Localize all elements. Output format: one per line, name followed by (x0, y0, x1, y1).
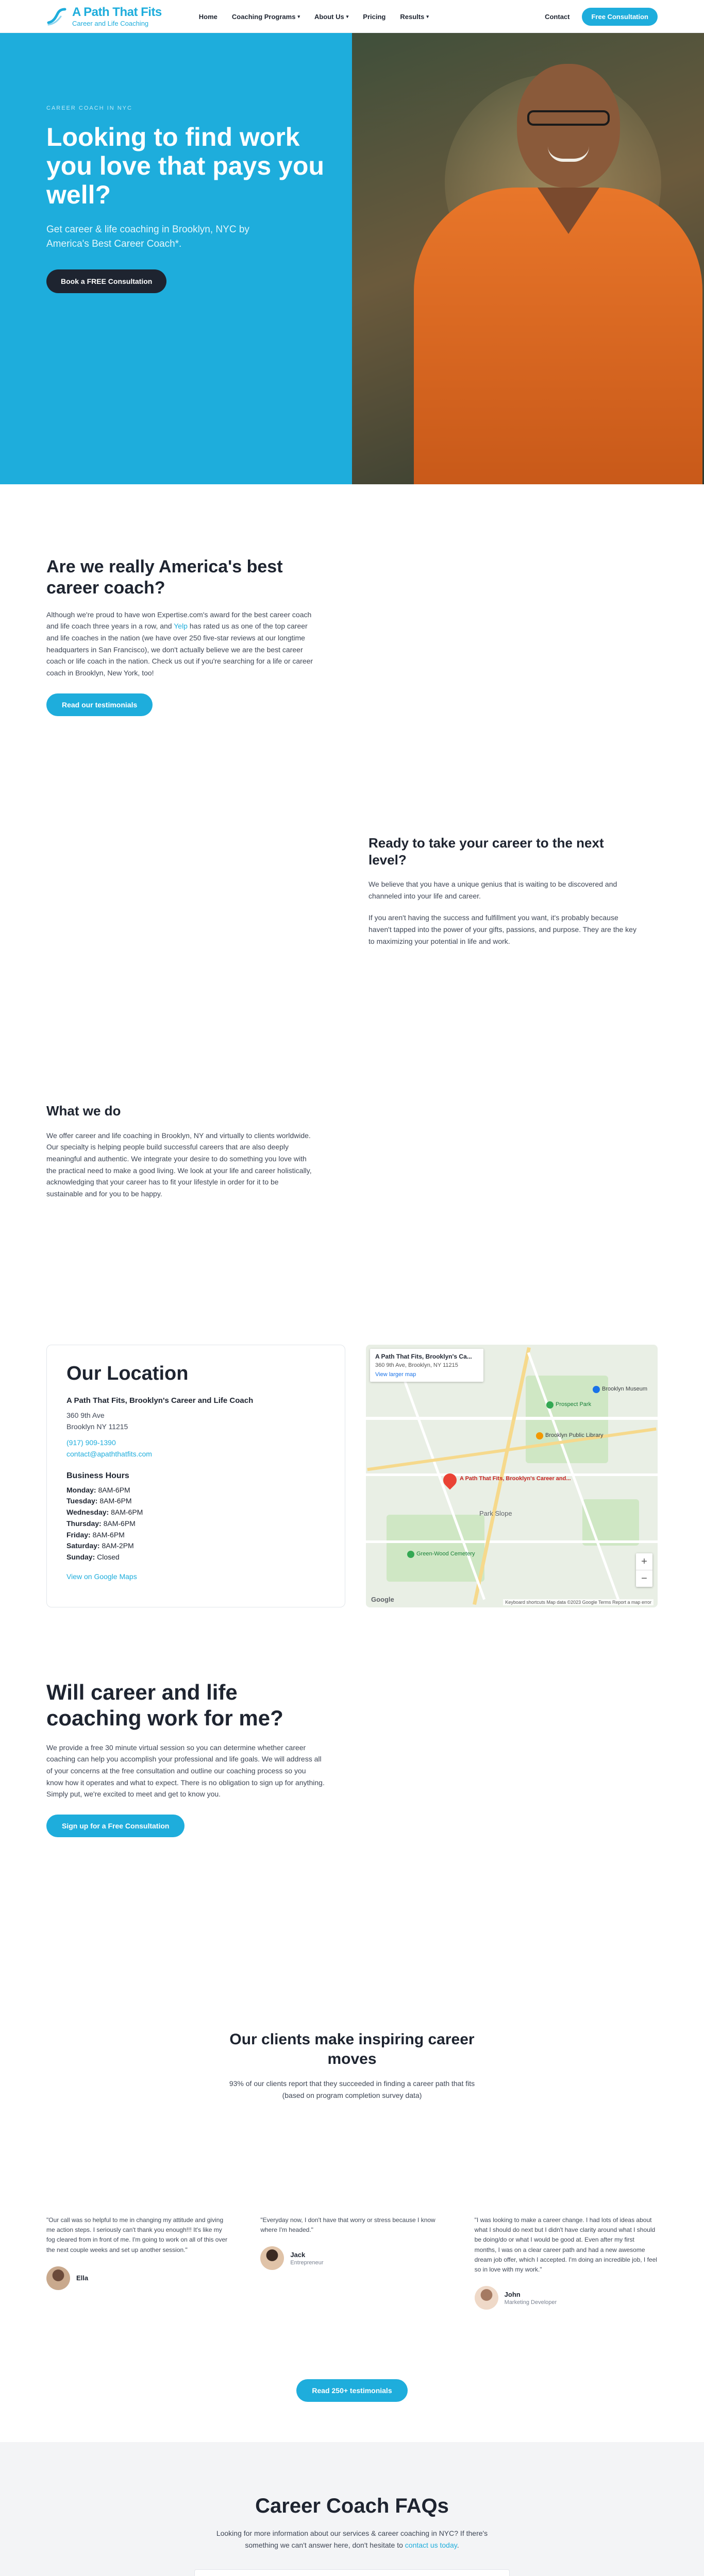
testimonial-role: Marketing Developer (504, 2299, 557, 2306)
contact-us-link[interactable]: contact us today (405, 2540, 457, 2549)
hero-subtitle: Get career & life coaching in Brooklyn, NYC by America's Best Career Coach*. (46, 224, 249, 249)
email-link[interactable]: contact@apaththatfits.com (66, 1450, 152, 1459)
what-we-do-section (0, 1061, 704, 1329)
location-section (0, 1329, 704, 1649)
chevron-down-icon: ▾ (426, 13, 429, 19)
testimonial-card (260, 2215, 443, 2310)
faq-section (0, 2442, 704, 2576)
testimonial-name: Jack (290, 2250, 306, 2259)
view-google-maps-link[interactable]: View on Google Maps (66, 1572, 137, 1581)
next-level-text-2: If you aren't having the success and fulfillment you want, it's probably because haven't tapped into the power of your gifts, passions, and purpose. They are the key to maximizing your potential in life and work. (368, 913, 636, 945)
what-we-do-text: We offer career and life coaching in Brooklyn, NY and virtually to clients worldwide. Our specialty is helping people build successful careers that are also deeply meaningful and authentic. We integrate your desire to do something you love with the practical need to make a good living. We look at your life and career holistically, acknowledging that your career has to fit your lifestyle in order for it to be sustainable and for you to be happy. (46, 1131, 312, 1198)
testimonials-section (0, 1999, 704, 2442)
cemetery-icon (407, 1551, 414, 1558)
hours-row: Thursday: 8AM-6PM (66, 1519, 136, 1528)
logo[interactable] (46, 6, 162, 27)
best-coach-text: Although we're proud to have won Expertise.com's award for the best career coach and life coach three years in a row, and Yelp has rated us as one of the top career and life coaches in the nation (we have over 250 five-star reviews at our longtime headquarters in San Francisco), we don't actually believe we are the best career coach or life coach in the nation. Check us out if you're searching for a life or career coach in Brooklyn, New York, too! (46, 610, 313, 677)
testimonial-name: John (504, 2290, 521, 2298)
museum-icon (593, 1386, 600, 1393)
testimonial-name: Ella (76, 2274, 89, 2282)
avatar (475, 2286, 498, 2310)
zoom-out-icon[interactable]: − (636, 1570, 652, 1587)
hours-row: Monday: 8AM-6PM (66, 1485, 130, 1494)
zoom-in-icon[interactable]: + (641, 1556, 647, 1567)
main-nav (199, 13, 429, 21)
faq-list (194, 2569, 510, 2576)
logo-title: A Path That Fits (72, 5, 162, 19)
hours-row: Tuesday: 8AM-6PM (66, 1497, 132, 1505)
site-header (0, 0, 704, 33)
view-larger-map-link[interactable]: View larger map (375, 1371, 416, 1378)
testimonial-card (475, 2215, 658, 2310)
next-level-text-1: We believe that you have a unique genius that is waiting to be discovered and channeled into your life and career. (368, 880, 617, 900)
read-all-testimonials-button[interactable]: Read 250+ testimonials (296, 2379, 407, 2402)
next-level-section (0, 793, 704, 1061)
hero-coach-photo (352, 33, 704, 484)
park-icon (546, 1401, 554, 1409)
testimonials-subtitle: 93% of our clients report that they succeeded in finding a career path that fits (based on program completion survey data) (229, 2079, 475, 2099)
best-coach-section (0, 484, 704, 793)
google-map[interactable]: A Path That Fits, Brooklyn's Ca... 360 9th Ave, Brooklyn, NY 11215 View larger map A Path That Fits, Brooklyn's Career and... Prospect Park Brooklyn Public Library Brooklyn Museum Green-Wood Cemetery Park Slope + − Google Keyboard shortcuts Map data ©2023 Google Terms Report a map error (366, 1345, 658, 1607)
map-zoom-controls[interactable] (636, 1553, 652, 1587)
testimonial-quote: "Our call was so helpful to me in changing my attitude and giving me action steps. I seriously can't thank you enough!!! It's like my fog cleared from in front of me. I'm going to work on all of this over the next couple weeks and set up another session." (46, 2216, 228, 2253)
testimonials-title: Our clients make inspiring career moves (229, 2031, 475, 2067)
library-icon (536, 1432, 543, 1439)
chevron-down-icon: ▾ (297, 13, 300, 19)
header-consultation-button[interactable]: Free Consultation (582, 8, 658, 26)
testimonial-quote: "I was looking to make a career change. I had lots of ideas about what I should do next but I didn't have clarity around what I should be doing/do or what I would be good at. Even after my first months, I was on a clear career path and had a new awesome dream job offer, which I accepted. I'm doing an incredible job, I feel so in love with my work." (474, 2216, 657, 2273)
faq-intro: Looking for more information about our services & career coaching in NYC? If there's something we can't answer here, don't hesitate to contact us today. (216, 2529, 488, 2549)
address: 360 9th Ave Brooklyn NY 11215 (66, 1411, 128, 1431)
avatar (46, 2266, 70, 2290)
faq-item[interactable] (194, 2569, 510, 2576)
nav-pricing[interactable]: Pricing (363, 12, 386, 21)
hours-row: Saturday: 8AM-2PM (66, 1541, 134, 1550)
nav-contact[interactable]: Contact (545, 12, 570, 21)
hours-row: Wednesday: 8AM-6PM (66, 1508, 143, 1517)
hours-row: Friday: 8AM-6PM (66, 1530, 125, 1539)
nav-home[interactable]: Home (198, 12, 217, 21)
phone-link[interactable]: (917) 909-1390 (66, 1438, 116, 1447)
business-hours-title: Business Hours (66, 1471, 129, 1480)
testimonial-card (46, 2215, 229, 2310)
avatar (260, 2246, 284, 2270)
business-name: A Path That Fits, Brooklyn's Career and Life Coach (66, 1396, 254, 1405)
hero-section (0, 33, 704, 484)
nav-results[interactable]: Results ▾ (400, 12, 429, 21)
testimonial-quote: "Everyday now, I don't have that worry or stress because I know where I'm headed." (260, 2216, 435, 2234)
what-we-do-title: What we do (46, 1103, 121, 1118)
next-level-title: Ready to take your career to the next level? (368, 835, 604, 868)
book-consultation-button[interactable]: Book a FREE Consultation (46, 269, 166, 293)
free-consultation-button[interactable]: Sign up for a Free Consultation (46, 1815, 185, 1837)
location-card (46, 1345, 345, 1607)
best-coach-title: Are we really America's best career coach? (46, 557, 283, 598)
logo-tagline: Career and Life Coaching (72, 20, 149, 27)
faq-title: Career Coach FAQs (255, 2495, 449, 2517)
map-attribution: Keyboard shortcuts Map data ©2023 Google Terms Report a map error (503, 1599, 653, 1605)
nav-about-us[interactable]: About Us ▾ (314, 12, 349, 21)
hours-row: Sunday: Closed (66, 1552, 120, 1561)
testimonial-role: Entrepreneur (290, 2259, 324, 2266)
map-info-card: A Path That Fits, Brooklyn's Ca... 360 9th Ave, Brooklyn, NY 11215 View larger map (370, 1349, 483, 1382)
hero-title: Looking to find work you love that pays you well? (46, 123, 325, 209)
will-it-work-text: We provide a free 30 minute virtual session so you can determine whether career coaching can help you accomplish your professional and life goals. We will address all of your concerns at the free consultation and outline our coaching process so you know how it operates and what to expect. There is no obligation to sign up for anything. Simply put, we're excited to meet and get to know you. (46, 1743, 325, 1799)
will-it-work-section (0, 1649, 704, 1999)
chevron-down-icon: ▾ (346, 13, 349, 19)
google-logo: Google (371, 1596, 394, 1603)
yelp-link[interactable]: Yelp (174, 622, 188, 631)
location-title: Our Location (66, 1363, 189, 1384)
read-testimonials-button[interactable]: Read our testimonials (46, 693, 153, 716)
nav-coaching-programs[interactable]: Coaching Programs ▾ (231, 12, 300, 21)
logo-path-icon (46, 6, 67, 27)
will-it-work-title: Will career and life coaching work for me? (46, 1680, 283, 1731)
business-hours-list (66, 1485, 325, 1563)
hero-eyebrow: CAREER COACH IN NYC (46, 105, 132, 111)
